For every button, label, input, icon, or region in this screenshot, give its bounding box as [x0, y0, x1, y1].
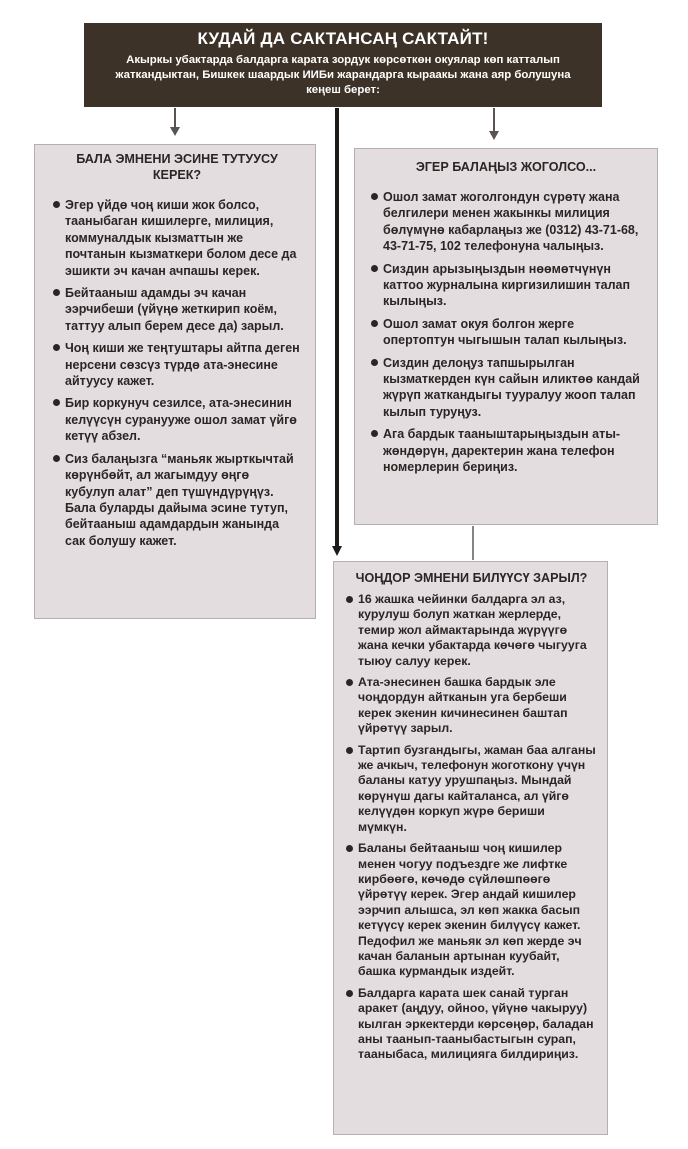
bullet-icon — [371, 320, 378, 327]
list-item: Чоң киши же теңтуштары айтпа деген нерсени сөзсүз түрдө ата-энесине айтуусу кажет. — [53, 340, 301, 389]
bullet-icon — [371, 265, 378, 272]
bullet-icon — [371, 359, 378, 366]
adults-knowledge-box — [333, 561, 608, 1135]
page-title: КУДАЙ ДА САКТАНСАҢ САКТАЙТ! — [197, 29, 489, 48]
adults-knowledge-list — [346, 592, 597, 1063]
child-rules-list — [53, 197, 301, 549]
list-item: 16 жашка чейинки балдарга эл аз, курулуш болуп жаткан жерлерде, темир жол аймактарында жүрүүгө жана кечки убактарда көчөгө чыгууга тыюу салуу керек. — [346, 592, 597, 669]
bullet-icon — [346, 845, 353, 852]
connector-left — [174, 108, 176, 128]
connector-center — [335, 108, 339, 548]
bullet-icon — [53, 289, 60, 296]
bullet-icon — [53, 344, 60, 351]
missing-child-box — [354, 148, 658, 525]
connector-right-bottom — [472, 526, 474, 560]
list-item: Ага бардык тааныштарыңыздын аты-жөндөрүн, даректерин жана телефон номерлерин бериңиз. — [371, 426, 641, 475]
list-item: Бейтааныш адамды эч качан ээрчибеши (үйүңө жеткирип коём, таттуу алып берем десе да) зарыл. — [53, 285, 301, 334]
bullet-icon — [346, 679, 353, 686]
header-subtitle: Акыркы убактарда балдарга карата зордук көрсөткөн окуялар көп катталып жаткандыктан, Бишкек шаардык ИИБи жарандарга кыраакы жана аяр болушуна кеңеш берет: — [115, 54, 571, 96]
child-rules-box — [34, 144, 316, 619]
adults-knowledge-title: ЧОҢДОР ЭМНЕНИ БИЛҮҮСҮ ЗАРЫЛ? — [355, 571, 588, 585]
list-item: Ошол замат окуя болгон жерге опертоптун чыгышын талап кылыңыз. — [371, 316, 641, 349]
list-item: Ата-энесинен башка бардык эле чоңдордун айтканын уга бербеши керек экенин кичинесинен баштап үйрөтүү зарыл. — [346, 675, 597, 737]
list-item: Ошол замат жоголгондун сүрөтү жана белгилери менен жакынкы милиция бөлүмүнө кабарлаңыз же (0312) 43-71-68, 43-71-75, 102 телефонуна чалыңыз. — [371, 189, 641, 255]
header-banner — [84, 23, 602, 107]
bullet-icon — [53, 455, 60, 462]
list-item: Балдарга карата шек санай турган аракет (аңдуу, ойноо, үйүнө чакыруу) кылган эркектерди көрсөңөр, баладан аны таанып-тааныбастыгын сурап, тааныбаса, милицияга билдириңиз. — [346, 986, 597, 1063]
missing-child-list — [371, 189, 641, 476]
bullet-icon — [371, 430, 378, 437]
bullet-icon — [346, 596, 353, 603]
child-rules-title: БАЛА ЭМНЕНИ ЭСИНЕ ТУТУУСУ КЕРЕК? — [76, 152, 278, 182]
list-item: Сиздин делоңуз тапшырылган кызматкерден күн сайын иликтөө кандай жүрүп жаткандыгы тууралуу жооп талап кылып туруңуз. — [371, 355, 641, 421]
list-item: Баланы бейтааныш чоң кишилер менен чогуу подъездге же лифтке кирбөөгө, көчөдө сүйлөшпөөгө үйрөтүү керек. Эгер андай кишилер ээрчип алышса, эл көп жакка басып кетүүсү керек экенин билүүсү кажет. Педофил же маньяк эл көп жерде эч качан баланын артынан куубайт, башка курмандык издейт. — [346, 841, 597, 980]
arrowhead-center — [332, 546, 342, 556]
arrowhead-left — [170, 127, 180, 136]
list-item: Сиздин арызыңыздын нөөмөтчүнүн каттоо журналына киргизилишин талап кылыңыз. — [371, 261, 641, 310]
arrowhead-right — [489, 131, 499, 140]
connector-right — [493, 108, 495, 132]
list-item: Эгер үйдө чоң киши жок болсо, тааныбаган кишилерге, милиция, коммуналдык кызматтын же почтанын кызматкери болом десе да эшикти эч качан ачпашы керек. — [53, 197, 301, 279]
missing-child-title: ЭГЕР БАЛАҢЫЗ ЖОГОЛСО... — [415, 160, 597, 174]
bullet-icon — [346, 990, 353, 997]
bullet-icon — [53, 399, 60, 406]
list-item: Сиз балаңызга “маньяк жырткычтай көрүнбөйт, ал жагымдуу өңгө кубулуп алат” деп түшүндүрүңүз. Бала буларды дайыма эсине тутуп, бейтааныш адамдардын жанында сак болушу кажет. — [53, 451, 301, 549]
list-item: Бир коркунуч сезилсе, ата-энесинин келүүсүн суранууже ошол замат үйгө кетүү абзел. — [53, 395, 301, 444]
bullet-icon — [53, 201, 60, 208]
bullet-icon — [371, 193, 378, 200]
bullet-icon — [346, 747, 353, 754]
list-item: Тартип бузгандыгы, жаман баа алганы же ачкыч, телефонун жоготкону үчүн баланы катуу урушпаңыз. Мындай көрүнүш дагы кайталанса, ал үйгө келүүдөн коркуп жүрө бериши мүмкүн. — [346, 743, 597, 835]
